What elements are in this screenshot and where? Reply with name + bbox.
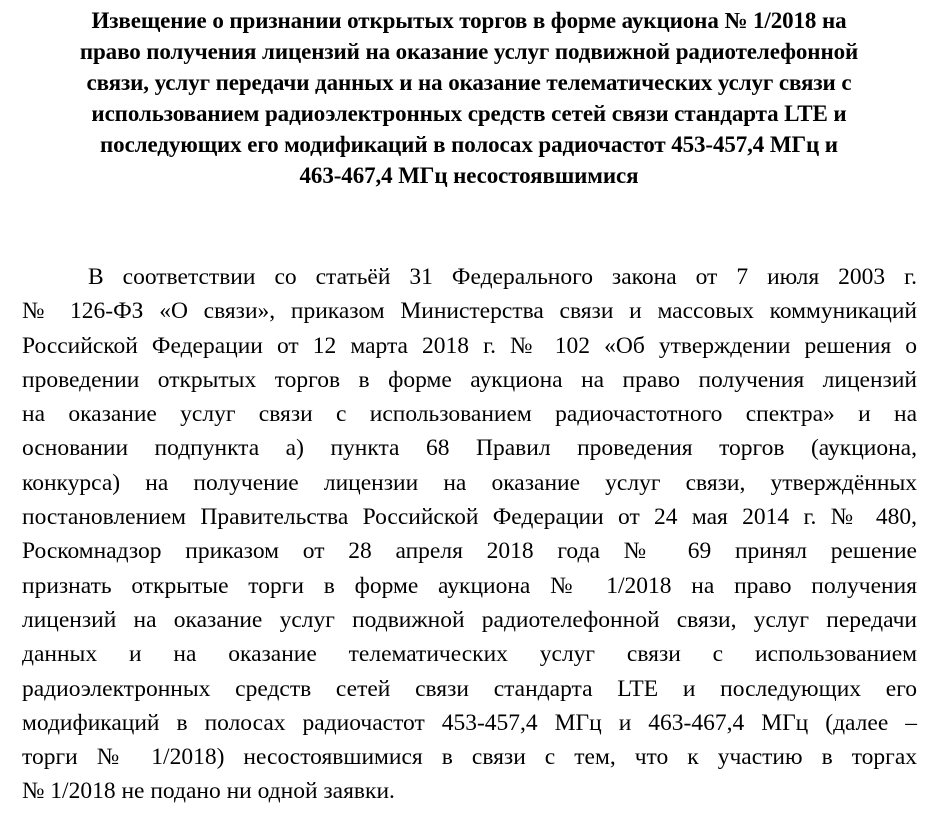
- body-line: признать открытые торги в форме аукциона № 1/2018 на право получения: [22, 572, 917, 599]
- document-title: [14, 5, 924, 191]
- body-line: В соответствии со статьёй 31 Федерального закона от 7 июля 2003 г.: [88, 264, 917, 290]
- body-line: проведении открытых торгов в форме аукциона на право получения лицензий: [22, 366, 917, 393]
- body-line: на оказание услуг связи с использованием радиочастотного спектра» и на: [22, 401, 917, 428]
- body-line: торги № 1/2018) несостоявшимися в связи с тем, что к участию в торгах: [22, 744, 917, 771]
- body-line: № 126-ФЗ «О связи», приказом Министерства связи и массовых коммуникаций: [22, 298, 917, 325]
- body-line: основании подпункта а) пункта 68 Правил проведения торгов (аукциона,: [22, 435, 917, 462]
- title-line: последующих его модификаций в полосах радиочастот 453-457,4 МГц и: [100, 132, 838, 157]
- body-line: Российской Федерации от 12 марта 2018 г. № 102 «Об утверждении решения о: [22, 332, 917, 359]
- body-line: лицензий на оказание услуг подвижной радиотелефонной связи, услуг передачи: [22, 606, 917, 633]
- body-line: модификаций в полосах радиочастот 453-457,4 МГц и 463-467,4 МГц (далее –: [22, 709, 917, 736]
- title-line: использованием радиоэлектронных средств сетей связи стандарта LTE и: [91, 101, 847, 126]
- title-line: право получения лицензий на оказание услуг подвижной радиотелефонной: [79, 39, 859, 64]
- title-line: Извещение о признании открытых торгов в форме аукциона № 1/2018 на: [91, 8, 847, 33]
- title-line: связи, услуг передачи данных и на оказание телематических услуг связи с: [86, 70, 852, 95]
- body-line: конкурса) на получение лицензии на оказание услуг связи, утверждённых: [22, 469, 917, 496]
- body-line: радиоэлектронных средств сетей связи стандарта LTE и последующих его: [22, 675, 917, 702]
- body-line: Роскомнадзор приказом от 28 апреля 2018 года № 69 принял решение: [22, 538, 917, 565]
- body-line: данных и на оказание телематических услуг связи с использованием: [22, 641, 917, 668]
- body-paragraph: [22, 260, 917, 809]
- body-line: постановлением Правительства Российской Федерации от 24 мая 2014 г. № 480,: [22, 504, 917, 531]
- body-line: № 1/2018 не подано ни одной заявки.: [22, 778, 395, 805]
- title-line: 463-467,4 МГц несостоявшимися: [299, 163, 639, 188]
